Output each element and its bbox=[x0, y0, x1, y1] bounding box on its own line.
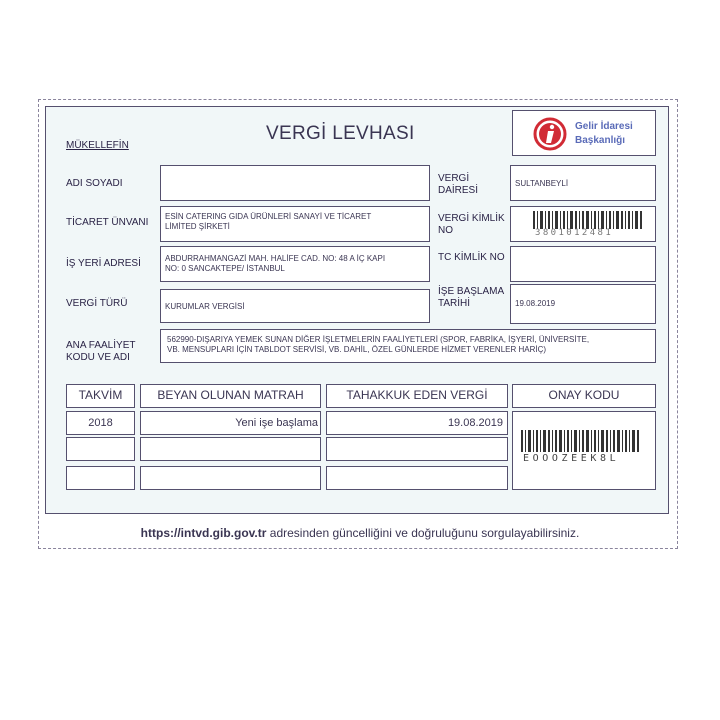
trade-name-line-2: LİMİTED ŞİRKETİ bbox=[165, 222, 230, 231]
row3-tahakkuk bbox=[326, 466, 508, 490]
address-line-1: ABDURRAHMANGAZİ MAH. HALİFE CAD. NO: 48 A İÇ KAPI bbox=[165, 254, 386, 263]
gib-logo bbox=[512, 110, 656, 156]
address-line-2: NO: 0 SANCAKTEPE/ İSTANBUL bbox=[165, 264, 285, 273]
tax-type-field bbox=[160, 289, 430, 323]
tax-type-label: VERGİ TÜRÜ bbox=[66, 298, 128, 309]
name-label: ADI SOYADI bbox=[66, 178, 123, 189]
activity-field bbox=[160, 329, 656, 363]
activity-label-1: ANA FAALİYET bbox=[66, 340, 136, 351]
approval-barcode bbox=[521, 430, 641, 452]
tax-office-label-2: DAİRESİ bbox=[438, 185, 479, 196]
start-date-field bbox=[510, 284, 656, 324]
logo-line-1: Gelir İdaresi bbox=[575, 121, 633, 132]
trade-name-line-1: ESİN CATERING GIDA ÜRÜNLERİ SANAYİ VE TİCARET bbox=[165, 212, 372, 221]
logo-line-2: Başkanlığı bbox=[575, 135, 626, 146]
row1-matrah: Yeni işe başlama bbox=[140, 411, 321, 435]
header-takvim: TAKVİM bbox=[66, 384, 135, 408]
document-title: VERGİ LEVHASI bbox=[266, 123, 415, 144]
row1-takvim: 2018 bbox=[66, 411, 135, 435]
activity-line-2: VB. MENSUPLARI İÇİN TABLDOT SERVİSİ, VB. DAHİL, ÖZEL GÜNLERDE HİZMET VERENLER HARİÇ) bbox=[167, 345, 547, 354]
tax-id-field bbox=[510, 206, 656, 242]
row2-takvim bbox=[66, 437, 135, 461]
tax-id-label-1: VERGİ KİMLİK bbox=[438, 213, 505, 224]
address-label: İŞ YERİ ADRESİ bbox=[66, 258, 141, 269]
tax-office-value: SULTANBEYLİ bbox=[515, 179, 569, 188]
start-date-label-2: TARİHİ bbox=[438, 298, 471, 309]
verification-url[interactable]: https://intvd.gib.gov.tr bbox=[140, 526, 267, 540]
activity-label-2: KODU VE ADI bbox=[66, 352, 130, 363]
taxpayer-heading: MÜKELLEFİN bbox=[66, 140, 129, 151]
approval-code-value: EOOOZEEK8L bbox=[523, 453, 620, 464]
header-tahakkuk: TAHAKKUK EDEN VERGİ bbox=[326, 384, 508, 408]
address-field bbox=[160, 246, 430, 282]
row3-takvim bbox=[66, 466, 135, 490]
verification-text: adresinden güncelliğini ve doğruluğunu sorgulayabilirsiniz. bbox=[266, 526, 580, 540]
start-date-value: 19.08.2019 bbox=[515, 299, 556, 308]
verification-footer bbox=[0, 526, 720, 540]
activity-line-1: 562990-DIŞARIYA YEMEK SUNAN DİĞER İŞLETMELERİN FAALİYETLERİ (SPOR, FABRİKA, İŞYERİ, ÜNİVERSİTE, bbox=[167, 335, 590, 344]
row1-tahakkuk: 19.08.2019 bbox=[326, 411, 508, 435]
gib-logo-icon bbox=[533, 117, 567, 151]
row3-matrah bbox=[140, 466, 321, 490]
tax-office-field bbox=[510, 165, 656, 201]
row2-tahakkuk bbox=[326, 437, 508, 461]
tax-type-value: KURUMLAR VERGİSİ bbox=[165, 302, 245, 311]
header-onay-kodu: ONAY KODU bbox=[512, 384, 656, 408]
trade-name-field bbox=[160, 206, 430, 242]
trade-name-label: TİCARET ÜNVANI bbox=[66, 217, 149, 228]
header-matrah: BEYAN OLUNAN MATRAH bbox=[140, 384, 321, 408]
tc-id-label: TC KİMLİK NO bbox=[438, 252, 505, 263]
approval-code-cell bbox=[512, 411, 656, 490]
tax-id-label-2: NO bbox=[438, 225, 453, 236]
row2-matrah bbox=[140, 437, 321, 461]
start-date-label-1: İŞE BAŞLAMA bbox=[438, 286, 505, 297]
tc-id-field bbox=[510, 246, 656, 282]
tax-office-label-1: VERGİ bbox=[438, 173, 470, 184]
tax-id-barcode bbox=[533, 211, 643, 229]
tax-id-value: 3801012481 bbox=[535, 228, 614, 238]
name-field bbox=[160, 165, 430, 201]
